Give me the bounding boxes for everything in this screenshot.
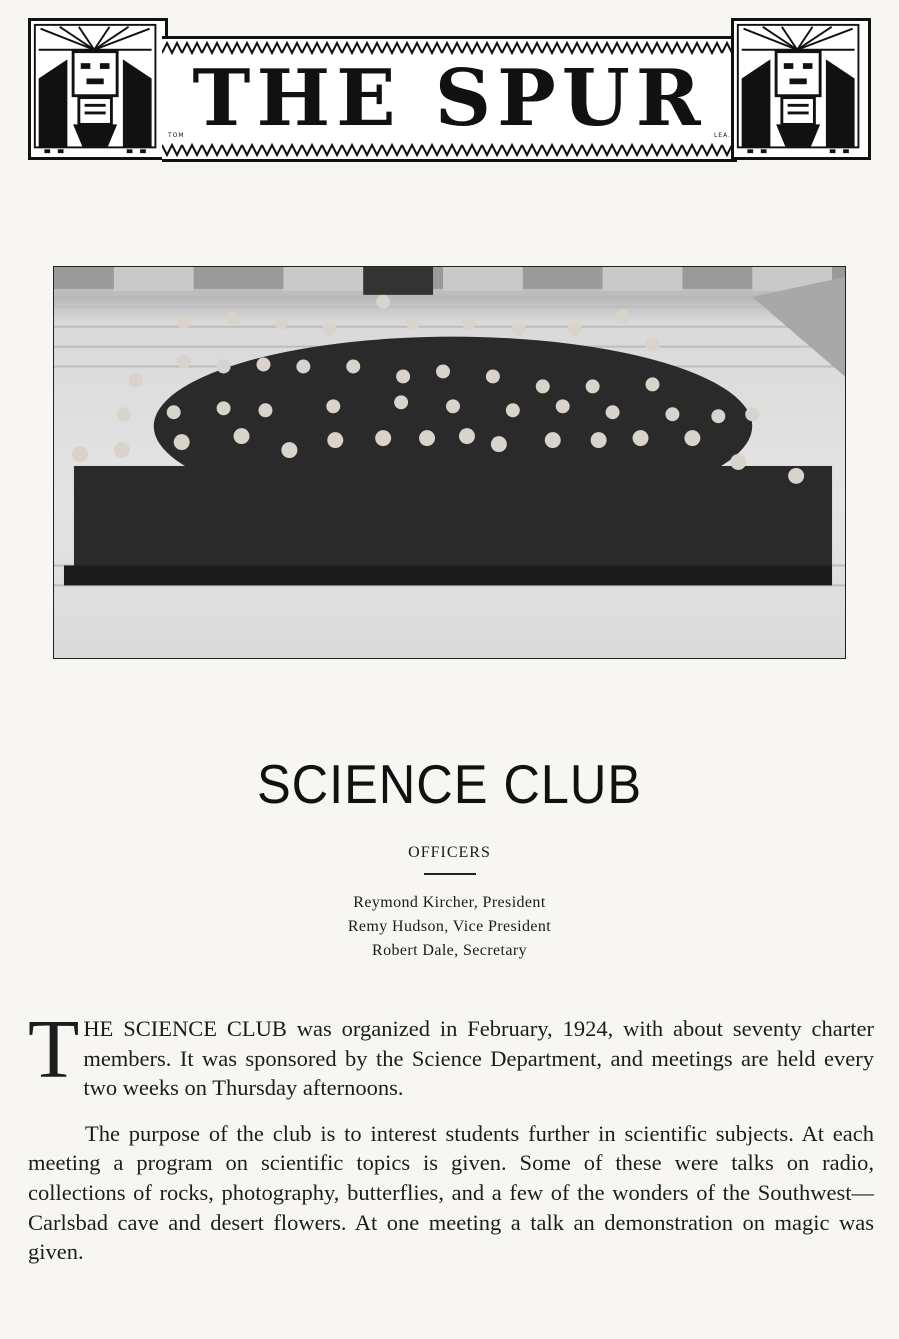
officer-president: Reymond Kircher, President — [353, 894, 546, 911]
paragraph-1-text: HE SCIENCE CLUB was organized in February, 1924, with about seventy charter members. It was sponsored by the Science Department, and meetings are held every two weeks on Thursday afternoons. — [83, 1016, 874, 1101]
artist-signature-left: TOM — [168, 132, 185, 139]
officers-heading: OFFICERS — [408, 844, 491, 861]
masthead-left-ornament — [28, 18, 168, 160]
masthead-title-band — [162, 36, 737, 162]
masthead — [28, 18, 871, 160]
group-photograph-icon — [54, 267, 845, 658]
paragraph-1 — [28, 1003, 874, 1103]
masthead-title: THE SPUR — [192, 52, 707, 144]
officers-list — [0, 891, 899, 963]
artist-signature-right: LEA. — [713, 132, 731, 139]
officers-divider — [424, 873, 476, 875]
article-body — [28, 1003, 874, 1267]
masthead-right-ornament — [731, 18, 871, 160]
group-photograph — [53, 266, 846, 659]
totem-figure-icon — [734, 21, 868, 157]
officer-vice-president: Remy Hudson, Vice President — [347, 918, 552, 935]
page-title: SCIENCE CLUB — [256, 753, 642, 815]
drop-cap: T — [28, 1003, 80, 1096]
masthead-border-bottom — [162, 143, 737, 157]
totem-figure-icon — [31, 21, 165, 157]
paragraph-2: The purpose of the club is to interest students further in scientific subjects. At each meeting a program on scientific topics is given. Some of these were talks on radio, collections of rocks, photography, butterflies, and a few of the wonders of the Southwest—Carlsbad cave and desert flowers. At one meeting a talk an demonstration on magic was given. — [28, 1120, 874, 1265]
officer-secretary: Robert Dale, Secretary — [372, 942, 527, 959]
